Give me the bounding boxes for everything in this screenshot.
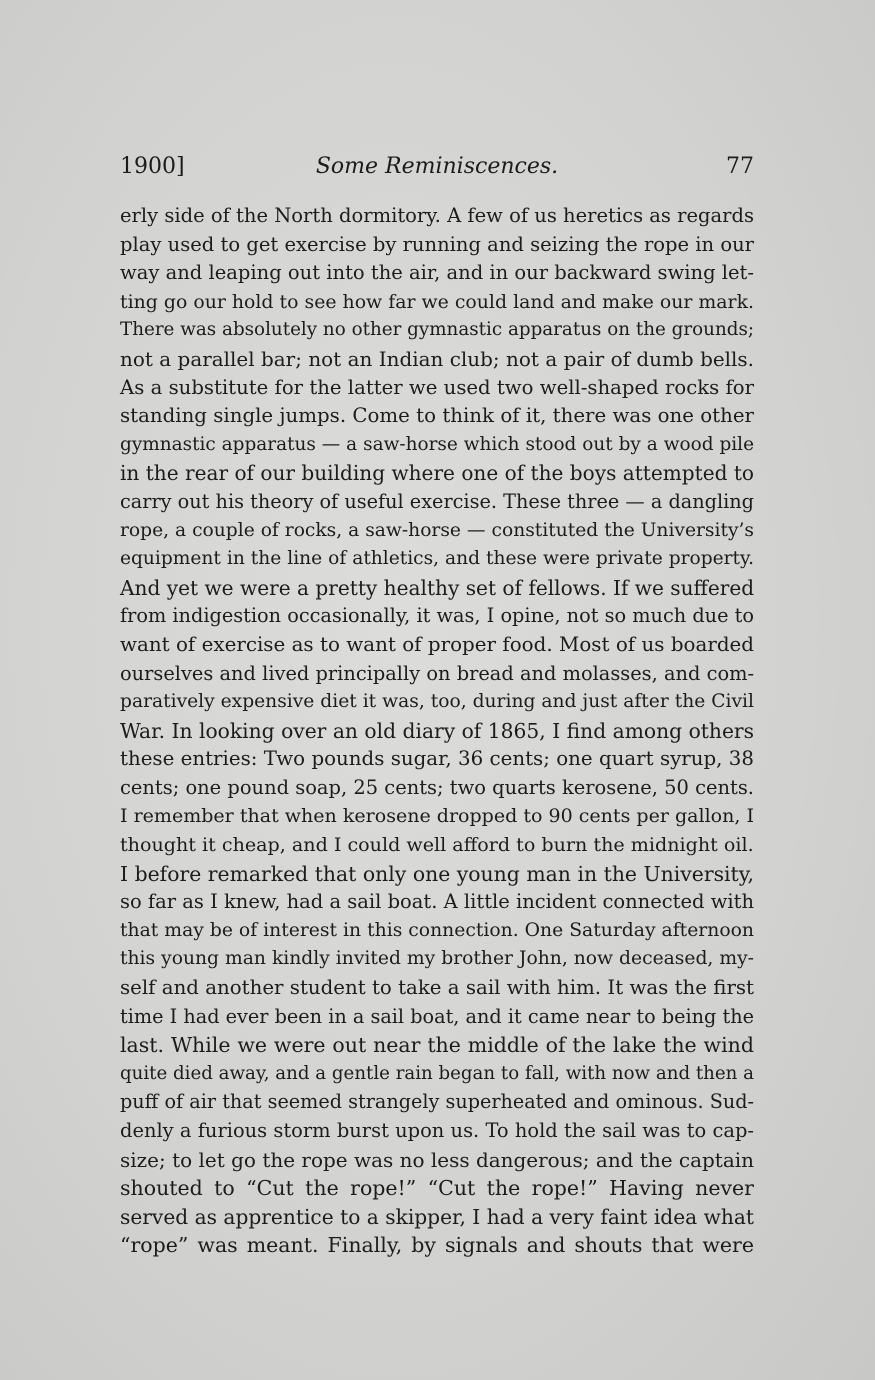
text-line: way and leaping out into the air, and in our backward swing let- bbox=[120, 261, 754, 285]
text-line: last. While we were out near the middle of the lake the wind bbox=[120, 1033, 754, 1058]
text-line: There was absolutely no other gymnastic apparatus on the grounds; bbox=[120, 319, 754, 341]
text-line: these entries: Two pounds sugar, 36 cents; one quart syrup, 38 bbox=[120, 747, 754, 771]
text-line: paratively expensive diet it was, too, during and just after the Civil bbox=[120, 691, 754, 713]
text-line: size; to let go the rope was no less dangerous; and the captain bbox=[120, 1147, 754, 1172]
page-number: 77 bbox=[726, 154, 754, 179]
text-line: quite died away, and a gentle rain began to fall, with now and then a bbox=[120, 1062, 754, 1084]
text-line: so far as I knew, had a sail boat. A little incident connected with bbox=[120, 890, 754, 914]
text-line: ting go our hold to see how far we could land and make our mark. bbox=[120, 290, 754, 313]
text-line: ourselves and lived principally on bread and molasses, and com- bbox=[120, 661, 754, 685]
text-line: shouted to “Cut the rope!” “Cut the rope!” Having never bbox=[120, 1176, 754, 1201]
text-line: cents; one pound soap, 25 cents; two quarts kerosene, 50 cents. bbox=[120, 775, 754, 799]
text-line: As a substitute for the latter we used two well-shaped rocks for bbox=[120, 375, 754, 399]
text-line: carry out his theory of useful exercise. These three — a dangling bbox=[120, 489, 754, 513]
text-line: denly a furious storm burst upon us. To hold the sail was to cap- bbox=[120, 1119, 754, 1142]
header-title: Some Reminiscences. bbox=[315, 154, 559, 179]
text-line: want of exercise as to want of proper food. Most of us boarded bbox=[120, 632, 754, 656]
text-line: from indigestion occasionally, it was, I opine, not so much due to bbox=[120, 604, 754, 628]
text-line: served as apprentice to a skipper, I had a very faint idea what bbox=[120, 1204, 754, 1229]
text-line: puff of air that seemed strangely superheated and ominous. Sud- bbox=[120, 1090, 754, 1114]
text-line: that may be of interest in this connection. One Saturday afternoon bbox=[120, 919, 754, 941]
text-line: War. In looking over an old diary of 1865, I find among others bbox=[120, 718, 754, 743]
text-line: this young man kindly invited my brother John, now deceased, my- bbox=[120, 948, 754, 970]
text-line: standing single jumps. Come to think of it, there was one other bbox=[120, 404, 754, 428]
text-line: “rope” was meant. Finally, by signals and shouts that were bbox=[120, 1233, 754, 1258]
text-line: erly side of the North dormitory. A few of us heretics as regards bbox=[120, 204, 754, 227]
text-line: not a parallel bar; not an Indian club; not a pair of dumb bells. bbox=[120, 346, 754, 371]
text-line: play used to get exercise by running and seizing the rope in our bbox=[120, 232, 754, 256]
text-line: thought it cheap, and I could well afford to burn the midnight oil. bbox=[120, 833, 754, 857]
text-line: rope, a couple of rocks, a saw-horse — constituted the University’s bbox=[120, 519, 754, 541]
text-line: time I had ever been in a sail boat, and it came near to being the bbox=[120, 1004, 754, 1028]
running-header bbox=[120, 154, 754, 188]
text-line: self and another student to take a sail with him. It was the first bbox=[120, 976, 754, 1000]
header-year: 1900] bbox=[120, 154, 185, 179]
body-text bbox=[120, 202, 754, 1260]
paragraph-start-line: I before remarked that only one young man in the University, bbox=[120, 861, 754, 886]
text-line: I remember that when kerosene dropped to 90 cents per gallon, I bbox=[120, 805, 754, 828]
text-line: equipment in the line of athletics, and these were private property. bbox=[120, 548, 754, 570]
text-line: gymnastic apparatus — a saw-horse which stood out by a wood pile bbox=[120, 433, 754, 455]
text-line: And yet we were a pretty healthy set of fellows. If we suffered bbox=[120, 575, 755, 600]
text-line: in the rear of our building where one of the boys attempted to bbox=[120, 461, 754, 486]
